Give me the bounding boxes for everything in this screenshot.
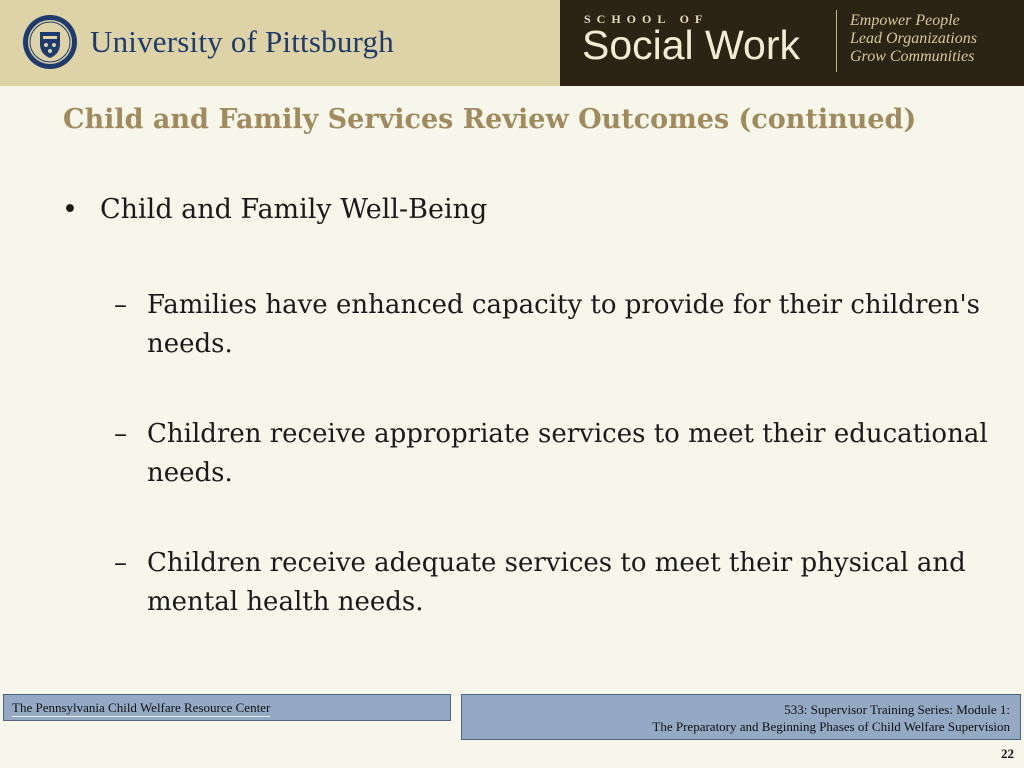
social-work-label: Social Work [582,22,800,68]
bullet-dot: • [62,194,78,225]
dash-marker: – [114,419,127,449]
footer-organization: The Pennsylvania Child Welfare Resource Center [12,700,271,715]
sub-item-text: Children receive adequate services to meet their physical and mental health needs. [147,548,966,617]
sub-item-text: Children receive appropriate services to meet their educational needs. [147,419,988,488]
sub-item-text: Families have enhanced capacity to provide for their children's needs. [147,290,981,359]
slide-title: Child and Family Services Review Outcomes (continued) [63,104,917,135]
footer-course-line-1: 533: Supervisor Training Series: Module 1: [784,702,1010,717]
university-name: University of Pittsburgh [90,24,394,59]
sub-item [114,286,994,364]
footer-course-line-2: The Preparatory and Beginning Phases of Child Welfare Supervision [652,719,1010,734]
slide-header [0,0,1024,86]
footer-organization-box [3,694,451,721]
university-banner [0,0,560,86]
footer-course-box [461,694,1021,740]
page-number: 22 [1001,746,1014,761]
sub-item [114,544,994,622]
university-seal-icon [22,14,78,70]
main-bullet-text: Child and Family Well-Being [100,194,488,225]
main-bullet [62,194,487,225]
banner-divider [836,10,837,72]
school-of-label: SCHOOL OF [584,12,709,26]
dash-marker: – [114,548,127,578]
tagline-line-3: Grow Communities [850,48,975,65]
sub-item [114,415,994,493]
dash-marker: – [114,290,127,320]
school-banner [560,0,1024,86]
tagline [850,12,977,66]
tagline-line-2: Lead Organizations [850,30,977,47]
tagline-line-1: Empower People [850,12,960,29]
